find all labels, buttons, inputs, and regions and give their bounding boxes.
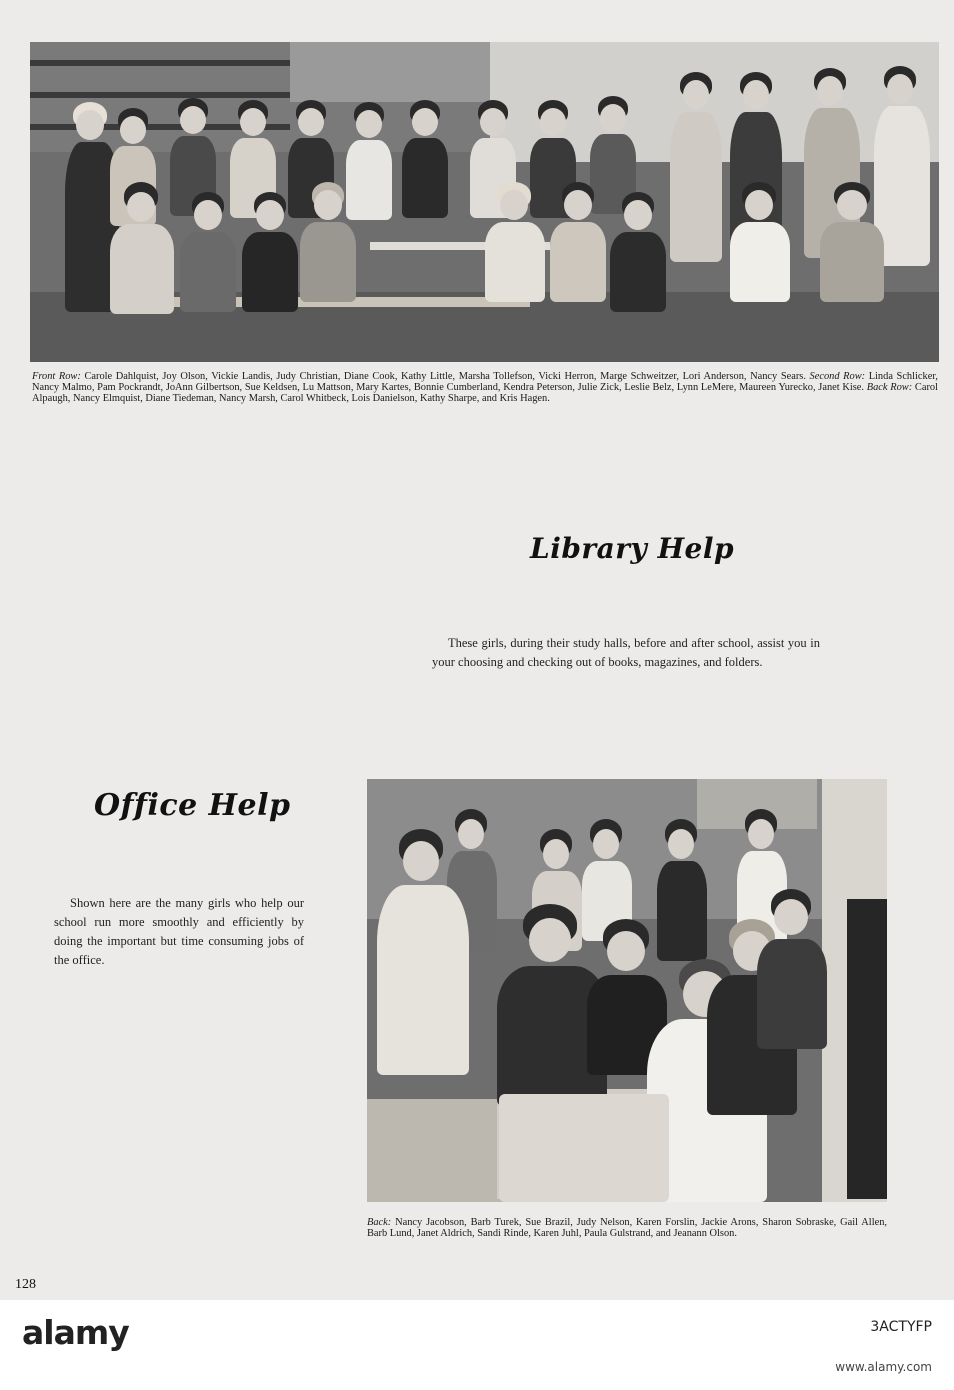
back-row-label: Back Row: [866, 382, 913, 393]
library-photo-caption [32, 371, 938, 404]
office-help-photo [367, 779, 887, 1202]
watermark-banner [0, 1300, 954, 1390]
second-row-names: Linda Schlicker, Nancy Malmo, Pam Pockrandt, JoAnn Gilbertson, Sue Keldsen, Lu Mattson, Mary Kartes, Bonnie Cumberland, Kendra Peterson, Julie Zick, Leslie Belz, Lynn LeMere, Maureen Yurecko, Janet Kise. [32, 371, 938, 393]
library-help-photo [30, 42, 939, 362]
office-photo-caption [367, 1217, 887, 1239]
library-help-description: These girls, during their study halls, before and after school, assist you in your choosing and checking out of books, magazines, and folders. [432, 636, 820, 669]
second-row-label: Second Row: [809, 371, 866, 382]
office-back-label: Back: [367, 1217, 392, 1228]
alamy-url[interactable]: www.alamy.com [835, 1360, 932, 1374]
office-back-names: Nancy Jacobson, Barb Turek, Sue Brazil, Judy Nelson, Karen Forslin, Jackie Arons, Sharon Sobraske, Gail Allen, Barb Lund, Janet Aldrich, Sandi Rinde, Karen Juhl, Paula Gulstrand, and Jeanann Olson. [367, 1217, 887, 1239]
library-help-title: Library Help [530, 532, 735, 565]
office-help-description: Shown here are the many girls who help our school run more smoothly and efficiently by doing the important but time consuming jobs of the office. [54, 896, 304, 967]
page-number: 128 [15, 1277, 36, 1292]
back-row-names: Carol Alpaugh, Nancy Elmquist, Diane Tiedeman, Nancy Marsh, Carol Whitbeck, Lois Danielson, Kathy Sharpe, and Kris Hagen. [32, 382, 938, 404]
image-id-label: 3ACTYFP [870, 1319, 932, 1335]
office-help-title: Office Help [94, 788, 291, 823]
front-row-names: Carole Dahlquist, Joy Olson, Vickie Landis, Judy Christian, Diane Cook, Kathy Little, Marsha Tollefson, Vicki Herron, Marge Schweitzer, Lori Anderson, Nancy Sears. [84, 371, 806, 382]
front-row-label: Front Row: [32, 371, 81, 382]
alamy-logo: alamy [22, 1313, 129, 1352]
